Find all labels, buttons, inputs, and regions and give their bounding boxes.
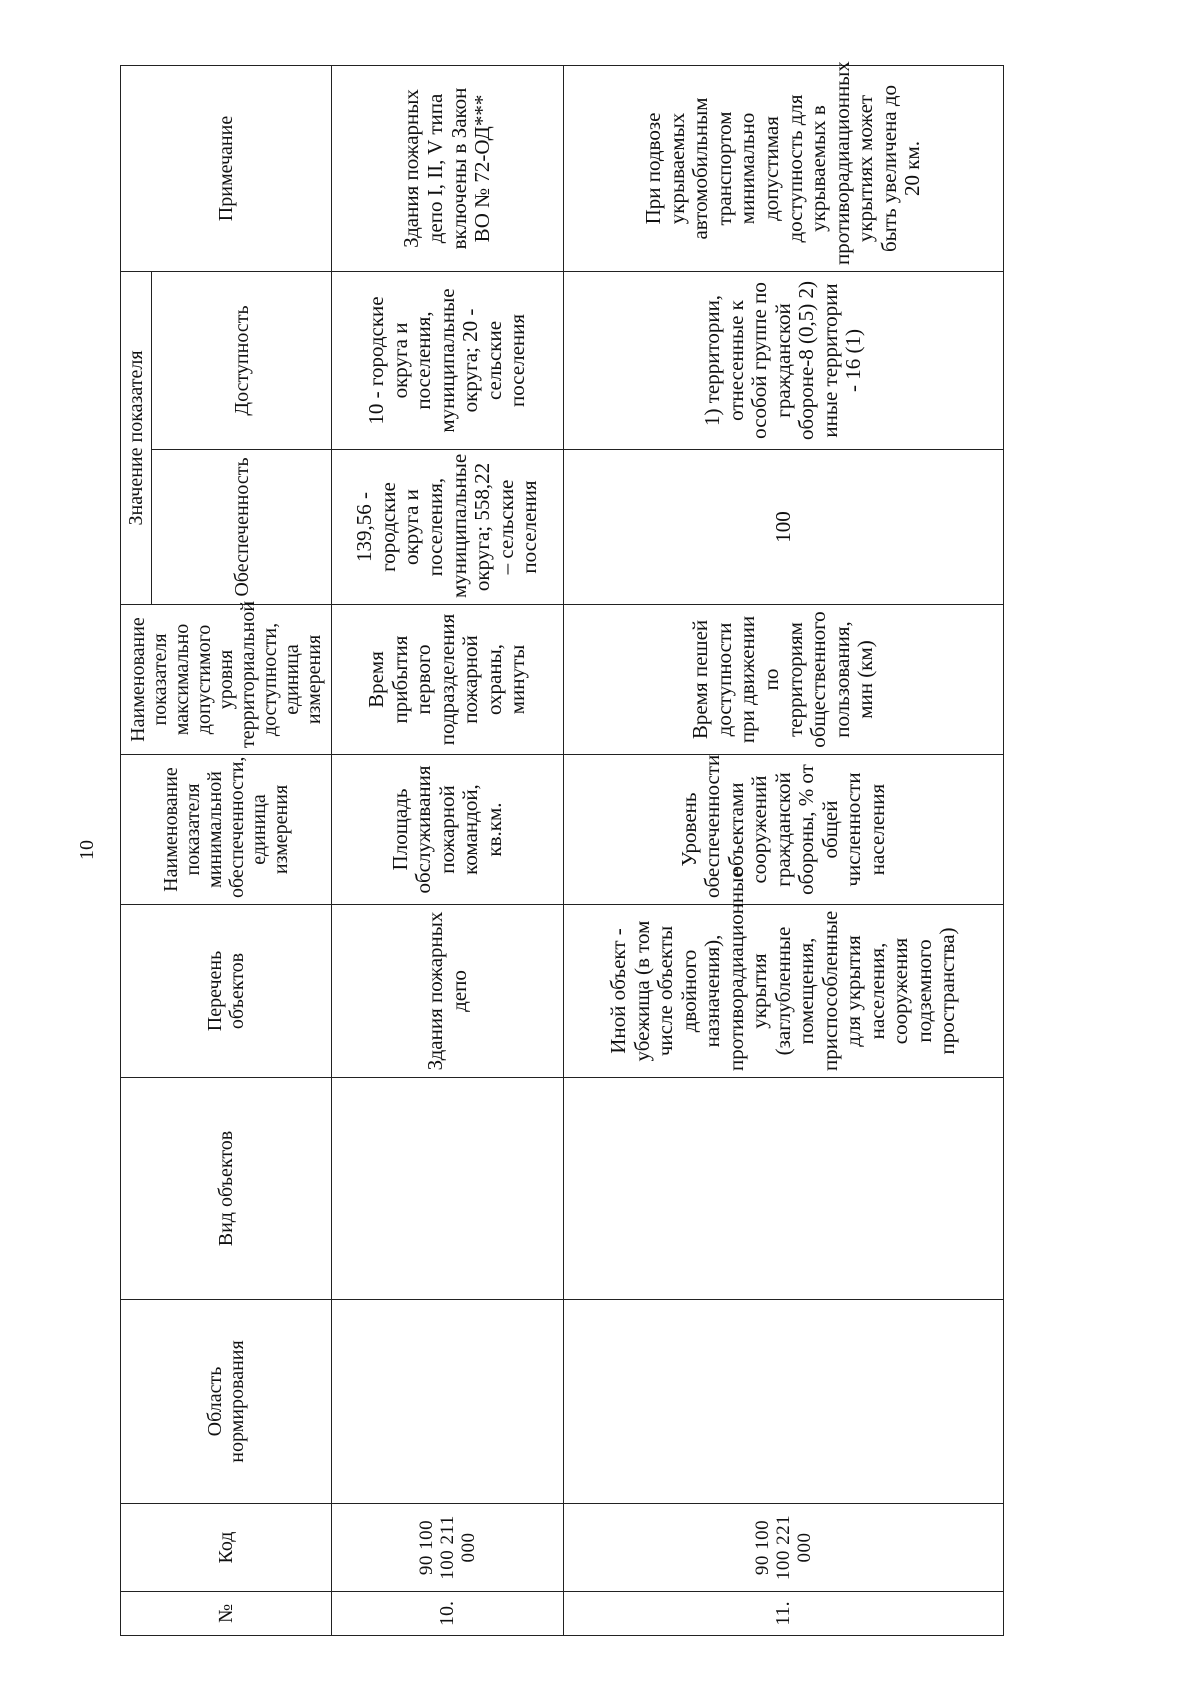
row-scope bbox=[332, 1300, 564, 1504]
row-provision: 100 bbox=[564, 450, 1004, 605]
row-note: При подвозе укрываемых автомобильным транспортом минимально допустимая доступность для укрываемых в противорадиационных укрытиях может быть увеличена до 20 км. bbox=[564, 65, 1004, 271]
header-min-indicator: Наименование показателя минимальной обеспеченности, единица измерения bbox=[121, 755, 332, 905]
row-scope bbox=[564, 1300, 1004, 1504]
table-row bbox=[332, 65, 564, 1635]
row-object-type bbox=[332, 1078, 564, 1300]
rotated-table-wrapper bbox=[120, 61, 1000, 1636]
header-value-group: Значение показателя bbox=[121, 271, 152, 604]
header-scope: Область нормирования bbox=[121, 1300, 332, 1504]
page-number: 10 bbox=[76, 840, 98, 860]
header-note: Примечание bbox=[121, 65, 332, 271]
row-note: Здания пожарных депо I, II, V типа включены в Закон ВО № 72-ОД*** bbox=[332, 65, 564, 271]
standards-table bbox=[120, 61, 1004, 1636]
row-max-indicator: Время пешей доступности при движении по территориям общественного пользования, мин (км) bbox=[564, 605, 1004, 755]
table-row bbox=[564, 65, 1004, 1635]
header-row-1 bbox=[121, 65, 152, 1635]
header-num: № bbox=[121, 1592, 332, 1636]
header-code: Код bbox=[121, 1504, 332, 1592]
table-frame bbox=[120, 61, 1000, 1636]
row-object-list: Здания пожарных депо bbox=[332, 905, 564, 1078]
header-provision: Обеспеченность bbox=[152, 450, 332, 605]
row-object-type bbox=[564, 1078, 1004, 1300]
row-provision: 139,56 - городские округа и поселения, муниципальные округа; 558,22 – сельские поселения bbox=[332, 450, 564, 605]
row-min-indicator: Уровень обеспеченности объектами сооружений гражданской обороны, % от общей численности населения bbox=[564, 755, 1004, 905]
row-accessibility: 1) территории, отнесенные к особой группе по гражданской обороне-8 (0,5) 2) иные территории - 16 (1) bbox=[564, 271, 1004, 449]
row-num: 10. bbox=[332, 1592, 564, 1636]
row-accessibility: 10 - городские округа и поселения, муниципальные округа; 20 - сельские поселения bbox=[332, 271, 564, 449]
row-object-list: Иной объект - убежища (в том числе объекты двойного назначения), противорадиационные укрытия (заглубленные помещения, приспособленные для укрытия населения, сооружения подземного пространства) bbox=[564, 905, 1004, 1078]
row-code: 90 100 100 221 000 bbox=[564, 1504, 1004, 1592]
header-max-indicator: Наименование показателя максимально допустимого уровня территориальной доступности, единица измерения bbox=[121, 605, 332, 755]
header-object-list: Перечень объектов bbox=[121, 905, 332, 1078]
row-max-indicator: Время прибытия первого подразделения пожарной охраны, минуты bbox=[332, 605, 564, 755]
row-code: 90 100 100 211 000 bbox=[332, 1504, 564, 1592]
header-accessibility: Доступность bbox=[152, 271, 332, 449]
row-num: 11. bbox=[564, 1592, 1004, 1636]
row-min-indicator: Площадь обслуживания пожарной командой, кв.км. bbox=[332, 755, 564, 905]
header-object-type: Вид объектов bbox=[121, 1078, 332, 1300]
